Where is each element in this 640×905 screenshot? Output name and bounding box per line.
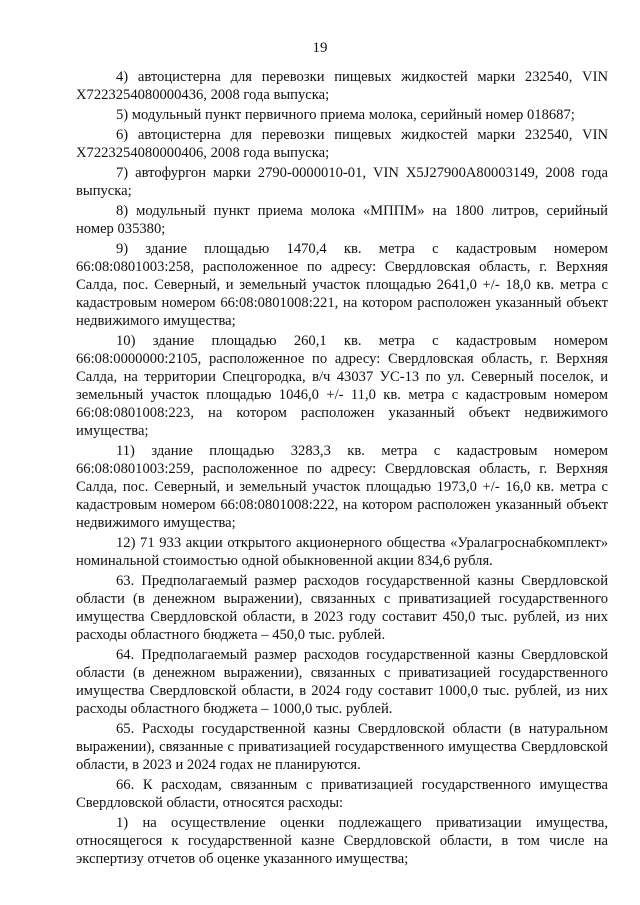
list-item-9: 9) здание площадью 1470,4 кв. метра с кадастровым номером 66:08:0801003:258, расположенное по адресу: Свердловская область, г. Верхняя Салда, пос. Северный, и земельный участок площадью 2641,0 +/- 18,0 кв. метра с кадастровым номером 66:08:0801008:221, на котором расположен указанный объект недвижимого имущества; (76, 241, 608, 329)
document-body (76, 68, 608, 868)
paragraph-66: 66. К расходам, связанным с приватизацией государственного имущества Свердловской области, относятся расходы: (76, 777, 608, 811)
paragraph-63: 63. Предполагаемый размер расходов государственной казны Свердловской области (в денежном выражении), связанных с приватизацией государственного имущества Свердловской области, в 2023 году составит 450,0 тыс. рублей, из них расходы областного бюджета – 450,0 тыс. рублей. (76, 573, 608, 643)
list-item-4: 4) автоцистерна для перевозки пищевых жидкостей марки 232540, VIN X7223254080000436, 2008 года выпуска; (76, 69, 608, 103)
list-item-8: 8) модульный пункт приема молока «МППМ» на 1800 литров, серийный номер 035380; (76, 203, 608, 237)
list-item-12: 12) 71 933 акции открытого акционерного общества «Уралагроснабкомплект» номинальной стоимостью одной обыкновенной акции 834,6 рубля. (76, 535, 608, 569)
list-item-5: 5) модульный пункт первичного приема молока, серийный номер 018687; (116, 107, 575, 123)
paragraph-65: 65. Расходы государственной казны Свердловской области (в натуральном выражении), связанные с приватизацией государственного имущества Свердловской области, в 2023 и 2024 годах не планируются. (76, 721, 608, 773)
list-item-11: 11) здание площадью 3283,3 кв. метра с кадастровым номером 66:08:0801003:259, расположенное по адресу: Свердловская область, г. Верхняя Салда, пос. Северный, и земельный участок площадью 1973,0 +/- 16,0 кв. метра с кадастровым номером 66:08:0801008:222, на котором расположен указанный объект недвижимого имущества; (76, 443, 608, 531)
list-item-10: 10) здание площадью 260,1 кв. метра с кадастровым номером 66:08:0000000:2105, расположенное по адресу: Свердловская область, г. Верхняя Салда, на территории Спецгородка, в/ч 43037 УС-13 по ул. Северный поселок, и земельный участок площадью 1046,0 +/- 11,0 кв. метра с кадастровым номером 66:08:0801008:223, на котором расположен указанный объект недвижимого имущества; (76, 333, 608, 439)
subitem-1: 1) на осуществление оценки подлежащего приватизации имущества, относящегося к государственной казне Свердловской области, в том числе на экспертизу отчетов об оценке указанного имущества; (76, 815, 608, 867)
list-item-7: 7) автофургон марки 2790-0000010-01, VIN X5J27900A80003149, 2008 года выпуска; (76, 165, 608, 199)
list-item-6: 6) автоцистерна для перевозки пищевых жидкостей марки 232540, VIN X7223254080000406, 2008 года выпуска; (76, 127, 608, 161)
paragraph-64: 64. Предполагаемый размер расходов государственной казны Свердловской области (в денежном выражении), связанных с приватизацией государственного имущества Свердловской области, в 2024 году составит 1000,0 тыс. рублей, из них расходы областного бюджета – 1000,0 тыс. рублей. (76, 647, 608, 717)
page-number: 19 (312, 40, 328, 56)
